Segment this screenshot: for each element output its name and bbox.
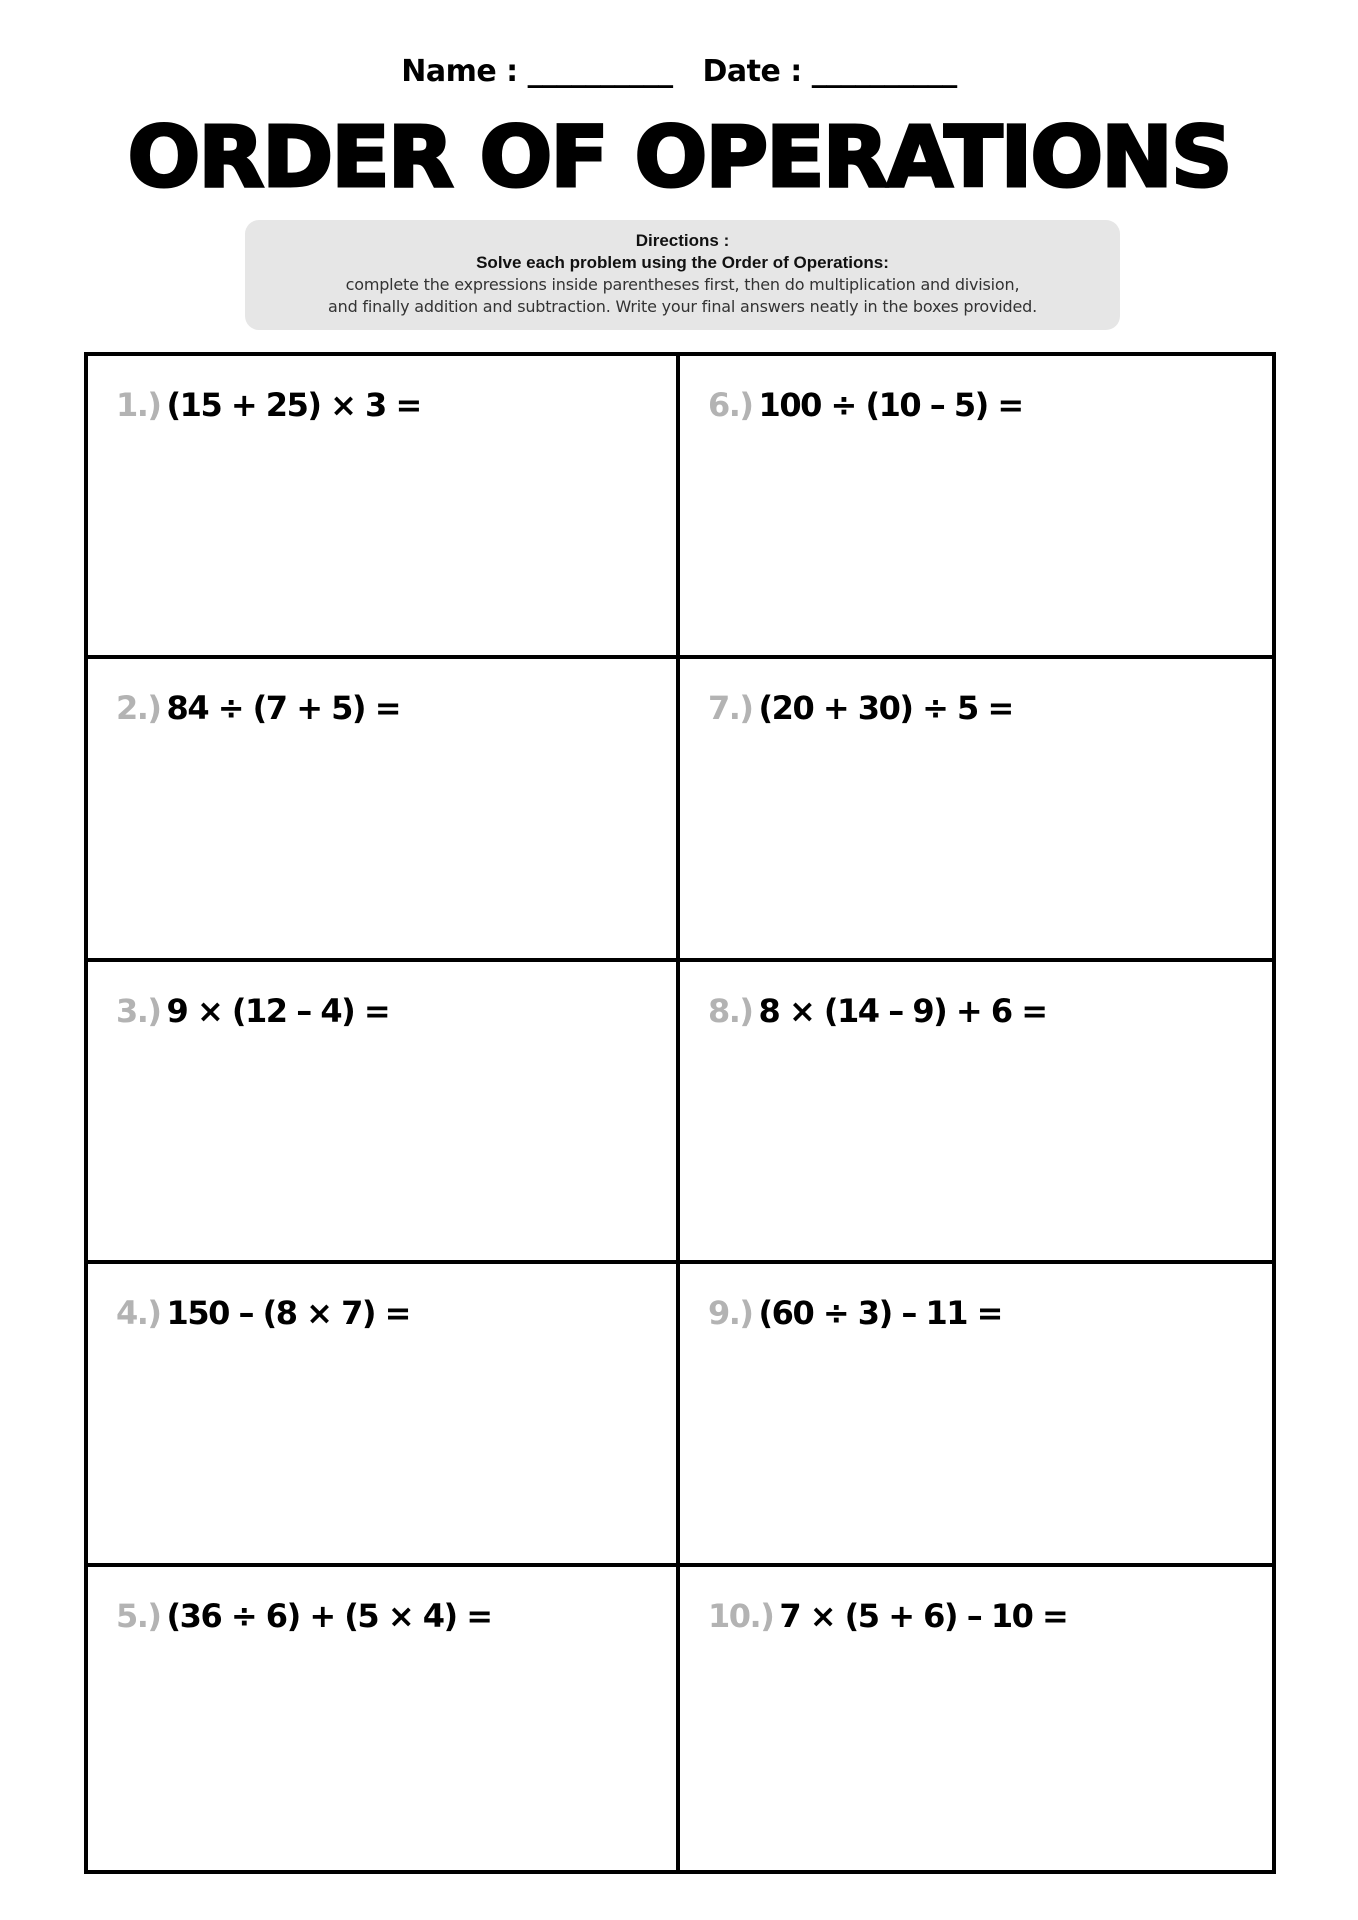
- name-field-label[interactable]: Name : __________: [401, 54, 673, 89]
- problem-expression: (36 ÷ 6) + (5 × 4) =: [166, 1597, 492, 1636]
- problem-number: 3.): [116, 991, 161, 1030]
- problem-number: 5.): [116, 1597, 161, 1636]
- problem-number: 2.): [116, 688, 161, 727]
- problem-box-7[interactable]: [680, 659, 1272, 962]
- problem-expression: (20 + 30) ÷ 5 =: [758, 688, 1013, 727]
- problem-number: 7.): [708, 688, 753, 727]
- problem-number: 10.): [708, 1597, 774, 1636]
- worksheet-title: ORDER OF OPERATIONS: [127, 108, 1231, 206]
- directions-heading: Directions :: [635, 231, 730, 250]
- problem-expression: 9 × (12 – 4) =: [166, 991, 390, 1030]
- problem-number: 4.): [116, 1294, 161, 1333]
- problem-box-4[interactable]: [88, 1264, 680, 1567]
- problem-box-3[interactable]: [88, 962, 680, 1265]
- directions-line-2: and finally addition and subtraction. Write your final answers neatly in the boxes provided.: [328, 297, 1037, 316]
- name-date-line: [0, 54, 1358, 89]
- problem-box-5[interactable]: [88, 1567, 680, 1870]
- problem-expression: (60 ÷ 3) – 11 =: [758, 1294, 1002, 1333]
- problem-box-1[interactable]: [88, 356, 680, 659]
- problem-box-6[interactable]: [680, 356, 1272, 659]
- directions-subheading: Solve each problem using the Order of Operations:: [476, 253, 889, 272]
- problem-box-8[interactable]: [680, 962, 1272, 1265]
- problem-box-10[interactable]: [680, 1567, 1272, 1870]
- problem-expression: (15 + 25) × 3 =: [166, 386, 421, 424]
- directions-box: [245, 220, 1120, 330]
- problem-box-9[interactable]: [680, 1264, 1272, 1567]
- problem-expression: 7 × (5 + 6) – 10 =: [779, 1597, 1068, 1636]
- problem-number: 1.): [116, 386, 161, 424]
- problem-expression: 100 ÷ (10 – 5) =: [758, 386, 1023, 424]
- problem-number: 6.): [708, 386, 753, 424]
- problem-expression: 150 – (8 × 7) =: [166, 1294, 410, 1333]
- problem-number: 8.): [708, 991, 753, 1030]
- problem-expression: 84 ÷ (7 + 5) =: [166, 688, 400, 727]
- problem-grid: [84, 352, 1276, 1874]
- date-field-label[interactable]: Date : __________: [702, 54, 957, 89]
- problem-number: 9.): [708, 1294, 753, 1333]
- problem-box-2[interactable]: [88, 659, 680, 962]
- directions-line-1: complete the expressions inside parentheses first, then do multiplication and division,: [345, 275, 1020, 294]
- problem-expression: 8 × (14 – 9) + 6 =: [758, 991, 1047, 1030]
